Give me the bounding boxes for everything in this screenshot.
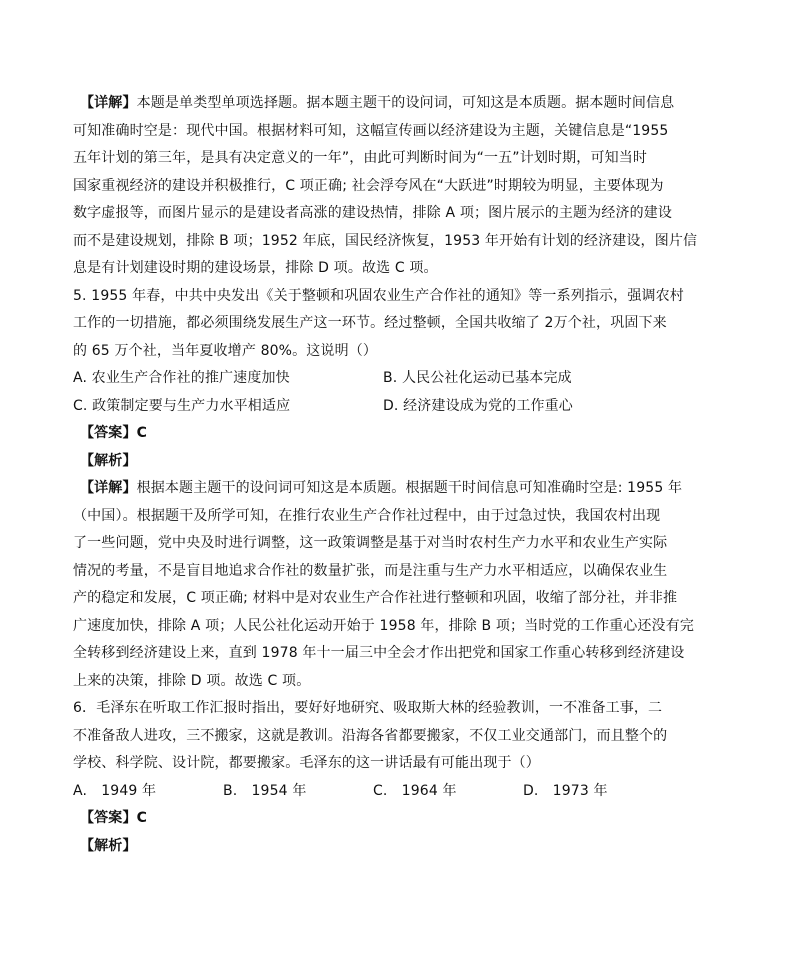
q6-stem-line-3: 学校、科学院、设计院，都要搬家。毛泽东的这一讲话最有可能出现于（） — [73, 755, 540, 771]
q6-answer: 【答案】C — [80, 810, 148, 826]
q4-detail-line-1: 【详解】本题是单类型单项选择题。据本题主题干的设问词，可知这是本质题。据本题时间信息 — [80, 95, 675, 111]
q6-stem-line-1: 6．毛泽东在听取工作汇报时指出，要好好地研究、吸取斯大林的经验教训，一不准备工事，二 — [73, 700, 663, 716]
document-page — [73, 90, 698, 860]
q5-detail-line-6: 广速度加快，排除 A 项；人民公社化运动开始于 1958 年，排除 B 项；当时党的工作重心还没有完 — [73, 617, 695, 634]
q5-stem-line-2: 工作的一切措施，都必须围绕发展生产这一环节。经过整顿，全国共收缩了 2万个社，巩固下来 — [73, 315, 667, 331]
q5-detail-line-2: （中国）。根据题干及所学可知，在推行农业生产合作社过程中，由于过急过快，我国农村出现 — [73, 507, 661, 524]
q4-detail-line-4: 国家重视经济的建设并积极推行，C 项正确; 社会浮夸风在“大跃进”时期较为明显，主要体现为 — [73, 177, 664, 194]
q4-detail-line-6: 而不是建设规划，排除 B 项；1952 年底，国民经济恢复，1953 年开始有计划的经济建设，图片信 — [73, 232, 698, 249]
q4-detail-line-5: 数字虚报等，而图片显示的是建设者高涨的建设热情，排除 A 项；图片展示的主题为经济的建设 — [73, 205, 673, 221]
q6-stem-line-2: 不准备敌人进攻，三不搬家，这就是教训。沿海各省都要搬家，不仅工业交通部门，而且整个的 — [73, 727, 668, 744]
q6-analysis-label: 【解析】 — [80, 837, 137, 854]
q5-detail-line-8: 上来的决策，排除 D 项。故选 C 项。 — [73, 672, 311, 689]
q5-detail-line-7: 全转移到经济建设上来，直到 1978 年十一届三中全会才作出把党和国家工作重心转移到经济建设 — [73, 645, 685, 661]
q5-options-row-1 — [73, 365, 673, 393]
q5-option-d: D. 经济建设成为党的工作重心 — [383, 397, 573, 414]
q6-options-row — [73, 778, 673, 806]
q5-detail-line-3: 了一些问题，党中央及时进行调整，这一政策调整是基于对当时农村生产力水平和农业生产实际 — [73, 535, 668, 551]
q6-option-b: B. 1954 年 — [223, 782, 307, 799]
q5-detail-line-5: 产的稳定和发展，C 项正确; 材料中是对农业生产合作社进行整顿和巩固，收缩了部分社，并非推 — [73, 590, 678, 606]
q5-option-a: A. 农业生产合作社的推广速度加快 — [73, 370, 290, 386]
q5-stem-line-1: 5. 1955 年春，中共中央发出《关于整顿和巩固农业生产合作社的通知》等一系列指示，强调农村 — [73, 287, 684, 304]
q5-analysis-label: 【解析】 — [80, 452, 137, 469]
q4-detail-line-3: 五年计划的第三年，是具有决定意义的一年”，由此可判断时间为“一五”计划时期，可知当时 — [73, 150, 648, 166]
q5-detail-label: 【详解】 — [80, 480, 137, 496]
q5-detail-line-4: 情况的考量，不是盲目地追求合作社的数量扩张，而是注重与生产力水平相适应，以确保农业生 — [73, 562, 668, 579]
q6-option-c: C. 1964 年 — [373, 782, 457, 799]
q6-option-d: D. 1973 年 — [523, 782, 608, 799]
q4-detail-line-7: 息是有计划建设时期的建设场景，排除 D 项。故选 C 项。 — [73, 260, 438, 276]
q5-answer: 【答案】C — [80, 425, 148, 441]
q5-options-row-2 — [73, 393, 673, 421]
q4-detail-label: 【详解】 — [80, 95, 137, 111]
q5-option-b: B. 人民公社化运动已基本完成 — [383, 370, 572, 386]
q4-detail-line-2: 可知准确时空是：现代中国。根据材料可知，这幅宣传画以经济建设为主题，关键信息是“1955 — [73, 122, 669, 139]
q6-option-a: A. 1949 年 — [73, 782, 157, 799]
q5-stem-line-3: 的 65 万个社，当年夏收增产 80%。这说明（） — [73, 342, 378, 359]
q5-detail-line-1: 【详解】根据本题主题干的设问词可知这是本质题。根据题干时间信息可知准确时空是: 1955 年 — [80, 480, 683, 496]
q5-option-c: C. 政策制定要与生产力水平相适应 — [73, 397, 291, 414]
